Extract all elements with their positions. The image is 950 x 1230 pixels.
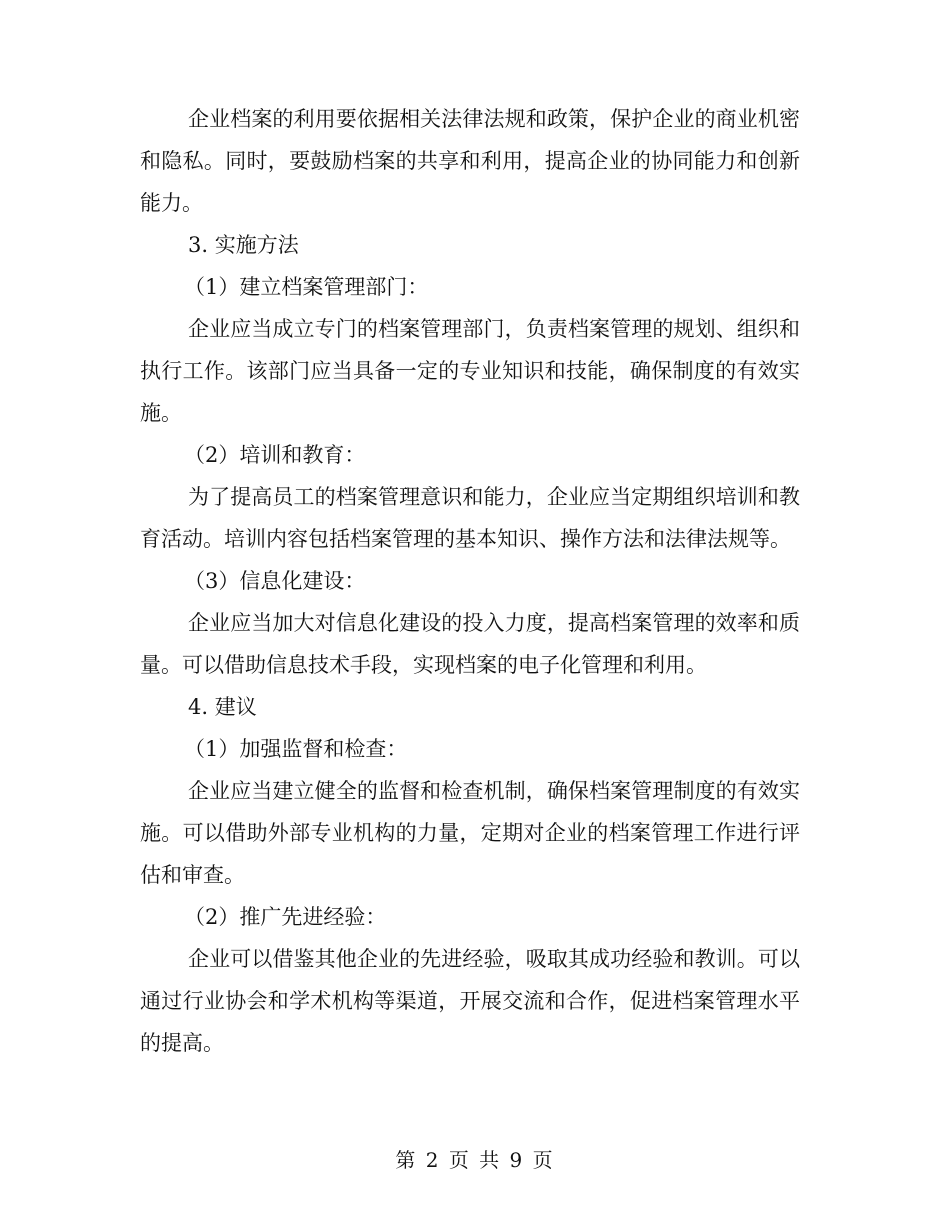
paragraph-archive-usage: 企业档案的利用要依据相关法律法规和政策，保护企业的商业机密和隐私。同时，要鼓励档案的共享和利用，提高企业的协同能力和创新能力。 [140,107,800,215]
subheading-archive-department: （1）建立档案管理部门： [184,275,429,299]
page-number-footer: 第 2 页 共 9 页 [395,1148,555,1172]
subheading-training: （2）培训和教育： [184,443,366,467]
document-body [140,98,800,1064]
section-heading-suggestions: 4. 建议 [188,695,257,719]
paragraph-informatization: 企业应当加大对信息化建设的投入力度，提高档案管理的效率和质量。可以借助信息技术手段，实现档案的电子化管理和利用。 [140,611,800,677]
paragraph-supervision: 企业应当建立健全的监督和检查机制，确保档案管理制度的有效实施。可以借助外部专业机构的力量，定期对企业的档案管理工作进行评估和审查。 [140,779,800,887]
section-heading-implementation: 3. 实施方法 [188,233,299,257]
subheading-supervision: （1）加强监督和检查： [184,737,408,761]
subheading-best-practices: （2）推广先进经验： [184,905,387,929]
paragraph-training: 为了提高员工的档案管理意识和能力，企业应当定期组织培训和教育活动。培训内容包括档案管理的基本知识、操作方法和法律法规等。 [140,485,800,551]
paragraph-best-practices: 企业可以借鉴其他企业的先进经验，吸取其成功经验和教训。可以通过行业协会和学术机构等渠道，开展交流和合作，促进档案管理水平的提高。 [140,947,800,1055]
paragraph-archive-department: 企业应当成立专门的档案管理部门，负责档案管理的规划、组织和执行工作。该部门应当具备一定的专业知识和技能，确保制度的有效实施。 [140,317,800,425]
subheading-informatization: （3）信息化建设： [184,569,366,593]
